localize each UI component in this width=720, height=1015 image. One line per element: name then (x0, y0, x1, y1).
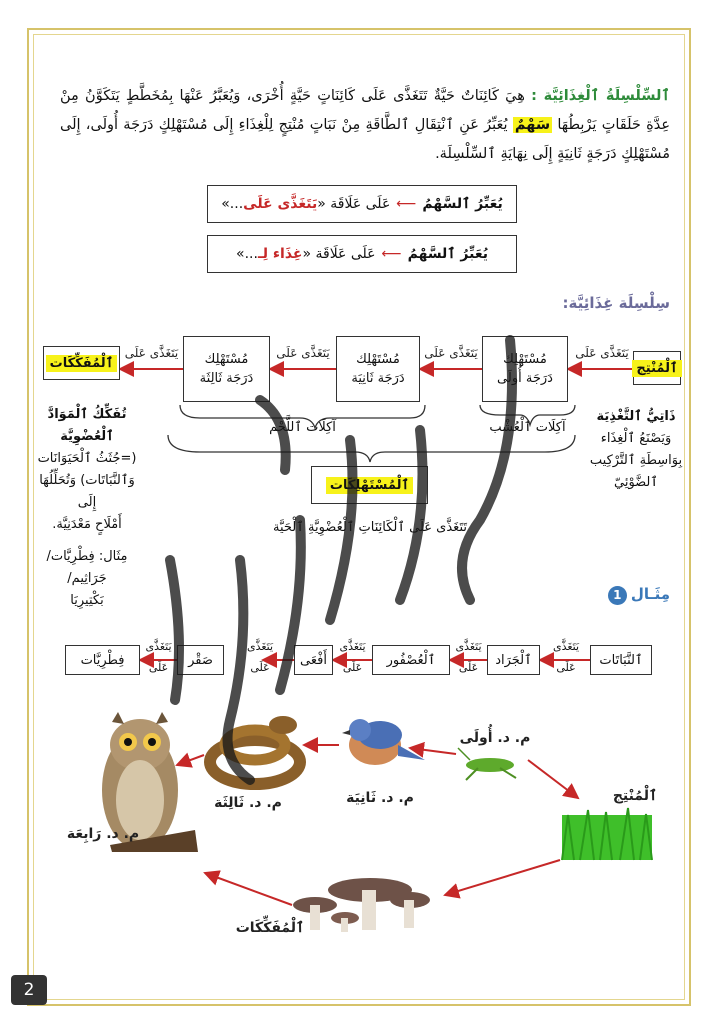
section-title: سِلْسِلَة غِذَائِيَّة: (562, 294, 670, 312)
decomposer-desc-line1: (=جُثَثُ ٱلْحَيَوَانَات (37, 451, 137, 466)
example-relation-4: يَتَغَذَّى عَلَى (246, 640, 274, 674)
decomposer-desc-line3: أَمْلَاحٍ مَعْدَنِيَّة. (52, 517, 122, 532)
consumer-2-line2: دَرَجَة ثَانِيَة (351, 371, 405, 386)
chain-decomposers-label: ٱلْمُفَكِّكَات (46, 355, 118, 372)
note-1-mid: عَلَى عَلَاقَة « (317, 196, 391, 212)
example-relation-5: يَتَغَذَّى عَلَى (145, 640, 172, 674)
producer-desc-line2: بِوَاسِطَةِ ٱلتَّرْكِيب (589, 453, 683, 468)
consumer-1-line1: مُسْتَهْلِك (503, 352, 547, 367)
arrow-word-highlight: سَهْمٌ (514, 117, 551, 133)
note-2-key: غِذَاء لِـ (257, 246, 303, 262)
producer-desc-line1: وَيَصْنَعُ ٱلْغِذَاء (600, 431, 672, 446)
example-item-fungi: فِطْرِيَّات (65, 645, 140, 675)
consumer-3-line1: مُسْتَهْلِك (204, 352, 249, 367)
definition-text-1: هِيَ كَائِنَاتٌ حَيَّةٌ تَتَغَذَّى عَلَى كَائِنَاتٍ حَيَّةٍ أُخْرَى، وَيُعَبَّرُ عَنْهَا بِمُخَطَّطٍ يَتَكَوَّنُ مِنْ عِدَّةِ حَلَقَاتٍ يَرْبِطُهَا (60, 88, 670, 133)
page-number-badge: 2 (11, 975, 47, 1005)
decomposer-example-line2: بَكْتِيرِيَا (70, 593, 104, 608)
chain-relation-3: يَتَغَذَّى عَلَى (276, 346, 330, 360)
decomposer-desc-title: تُفَكِّكُ ٱلْمَوَادَّ ٱلْعُضْوِيَّة (47, 407, 127, 444)
producer-desc-line3: ٱلضَّوْئِيّ (613, 475, 659, 490)
decomposer-example-line1: مِثَال: فِطْرِيَّات/ جَرَاثِيم/ (46, 549, 128, 586)
example-number-badge: 1 (608, 586, 627, 605)
definition-term: ٱلسِّلْسِلَةُ ٱلْغِذَائِيَّة : (531, 88, 670, 104)
note-1-start: يُعَبِّرُ ٱلسَّهْمُ (422, 196, 503, 212)
chain-relation-4: يَتَغَذَّى عَلَى (124, 346, 179, 360)
note-2-mid: عَلَى عَلَاقَة « (302, 246, 376, 262)
note-1-key: يَتَغَذَّى عَلَى (243, 196, 318, 212)
cycle-label-c3: م. د. ثَالِثَة (214, 795, 282, 811)
consumer-1-line2: دَرَجَة أُولَى (497, 371, 553, 386)
consumer-3-line2: دَرَجَة ثَالِثَة (199, 371, 254, 386)
note-2-arrow-icon: ⟵ (381, 246, 402, 262)
cycle-label-c1: م. د. أُولَى (459, 730, 531, 746)
consumers-label: ٱلْمُسْتَهْلِكَات (326, 477, 413, 494)
chain-producer-label: ٱلْمُنْتِج (632, 360, 681, 377)
decomposer-desc-line2: وَٱلنَّبَاتَات) وَتُحَلِّلُهَا إِلَى (39, 473, 135, 510)
cycle-label-producer: ٱلْمُنْتِج (612, 788, 658, 804)
note-2-end: ...» (236, 246, 258, 262)
cycle-label-c2: م. د. ثَانِيَة (346, 790, 414, 806)
example-relation-2: يَتَغَذَّى عَلَى (455, 640, 482, 674)
example-relation-3: يَتَغَذَّى عَلَى (339, 640, 366, 674)
cycle-label-decomposers: ٱلْمُفَكِّكَات (235, 920, 305, 936)
example-item-sparrow: ٱلْعُصْفُور (372, 645, 450, 675)
chain-relation-2: يَتَغَذَّى عَلَى (424, 346, 478, 360)
note-1-end: ...» (221, 196, 244, 212)
example-relation-1: يَتَغَذَّى عَلَى (552, 640, 580, 674)
carnivores-label: آكِلَات ٱللَّحْم (269, 420, 336, 435)
example-item-locust: ٱلْجَرَاد (487, 645, 540, 675)
consumer-2-line1: مُسْتَهْلِك (356, 352, 400, 367)
consumers-description: تَتَغَذَّى عَلَى ٱلْكَائِنَاتِ ٱلْعُضْوِيَّةِ ٱلْحَيَّة (273, 520, 467, 535)
cycle-label-c4: م. د. رَابِعَة (66, 826, 140, 842)
example-item-plants: ٱلنَّبَاتَات (590, 645, 652, 675)
definition-text-2: يُعَبِّرُ عَنِ ٱنْتِقَالِ ٱلطَّاقَةِ مِنْ نَبَاتٍ مُنْتِجٍ لِلْغِذَاءِ إِلَى مُسْتَهْلِكٍ دَرَجَة أُولَى، إِلَى مُسْتَهْلِكٍ دَرَجَةٍ ثَانِيَةٍ إِلَى نِهَايَةِ ٱلسِّلْسِلَة. (60, 117, 670, 162)
example-item-falcon: صَقْر (177, 645, 224, 675)
example-title-text: مِثَـال (630, 585, 670, 603)
example-item-snake: أَفْعَى (294, 645, 333, 675)
note-2-start: يُعَبِّرُ ٱلسَّهْمُ (407, 246, 488, 262)
herbivores-label: آكِلَات ٱلْعُشْب (489, 420, 566, 435)
chain-relation-1: يَتَغَذَّى عَلَى (575, 346, 629, 360)
producer-desc-title: ذَاتِيُّ ٱلتَّغْذِيَة (596, 409, 676, 424)
note-1-arrow-icon: ⟵ (396, 196, 417, 212)
